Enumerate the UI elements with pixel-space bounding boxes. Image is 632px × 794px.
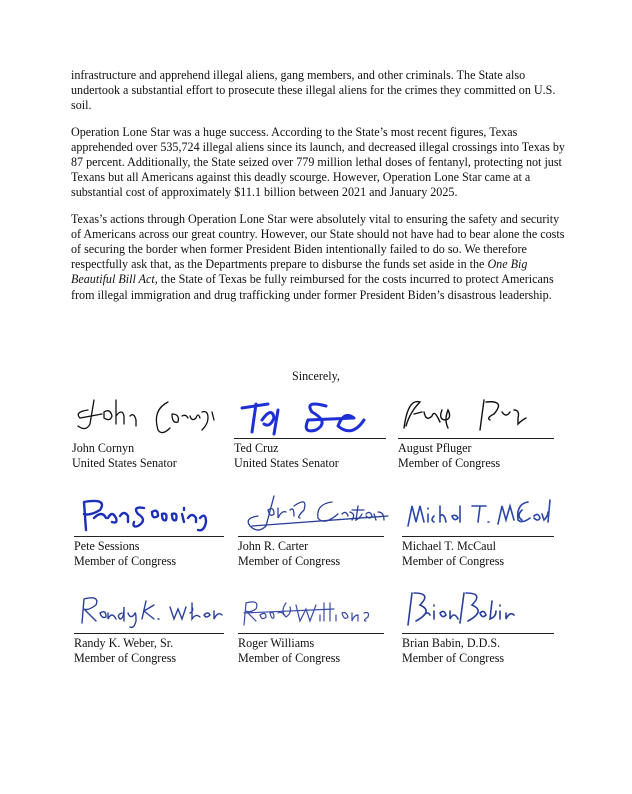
signatory-title: Member of Congress <box>238 651 341 665</box>
paragraph-2: Operation Lone Star was a huge success. According to the State’s most recent figures, Texas apprehended over 535,724 illegal aliens since its launch, and decreased illegal crossings into Texas by 87 percent. Additionally, the State seized over 779 million lethal doses of fentanyl, protecting not just Texans but all Americans against this deadly scourge. However, Operation Lone Star came at a substantial cost of approximately $11.1 billion between 2021 and January 2025. <box>71 124 565 200</box>
bill-title: One Big Beautiful Bill Act <box>71 257 528 287</box>
signatory-title: Member of Congress <box>398 456 501 470</box>
signature-block-cornyn <box>72 390 228 471</box>
signatory-name: John R. Carter <box>238 539 309 553</box>
signatory-name: Ted Cruz <box>234 441 279 455</box>
signature-block-weber <box>74 585 230 666</box>
paragraph-1: infrastructure and apprehend illegal aliens, gang members, and other criminals. The State also undertook a substantial effort to prosecute these illegal aliens for the crimes they committed on U.S. soil. <box>71 68 556 113</box>
closing: Sincerely, <box>292 369 340 383</box>
signature-block-williams <box>238 585 394 666</box>
signature-mccaul <box>402 488 558 536</box>
letter-body <box>71 68 567 314</box>
signature-block-sessions <box>74 488 230 569</box>
signatory-name: Brian Babin, D.D.S. <box>402 636 501 650</box>
signatory-title: Member of Congress <box>74 554 177 568</box>
signature-cornyn <box>72 390 228 438</box>
signatory-title: Member of Congress <box>74 651 177 665</box>
signature-williams <box>238 585 394 633</box>
signatory-name: Roger Williams <box>238 636 315 650</box>
signatory-title: Member of Congress <box>402 554 505 568</box>
paragraph-3-end: , the State of Texas be fully reimbursed for the costs incurred to protect Americans from illegal immigration and drug trafficking under former President Biden’s disastrous leadership. <box>71 272 554 302</box>
signature-block-babin <box>402 585 558 666</box>
paragraph-3-start: Texas’s actions through Operation Lone Star were absolutely vital to ensuring the safety and security of Americans across our great country. However, our State should not have had to bear alone the costs of securing the border when former President Biden intentionally failed to do so. We therefore respectfully ask that, as the Departments prepare to disburse the funds set aside in the <box>71 211 565 272</box>
signature-carter <box>238 488 394 536</box>
signature-block-pfluger <box>398 390 554 471</box>
signatory-name: Randy K. Weber, Sr. <box>74 636 174 650</box>
signature-pfluger <box>398 390 554 438</box>
signature-block-carter <box>238 488 394 569</box>
signature-cruz <box>234 390 390 438</box>
signature-sessions <box>74 488 230 536</box>
signatory-title: Member of Congress <box>238 554 341 568</box>
signatory-name: Pete Sessions <box>74 539 140 553</box>
paragraph-3 <box>71 212 567 303</box>
signatory-title: United States Senator <box>234 456 339 470</box>
signatory-title: Member of Congress <box>402 651 505 665</box>
signature-babin <box>402 585 558 633</box>
signatory-title: United States Senator <box>72 456 177 470</box>
signature-weber <box>74 585 230 633</box>
signature-block-cruz <box>234 390 390 471</box>
signatory-name: August Pfluger <box>398 441 472 455</box>
signatory-name: John Cornyn <box>72 441 135 455</box>
signature-block-mccaul <box>402 488 558 569</box>
signatory-name: Michael T. McCaul <box>402 539 496 553</box>
